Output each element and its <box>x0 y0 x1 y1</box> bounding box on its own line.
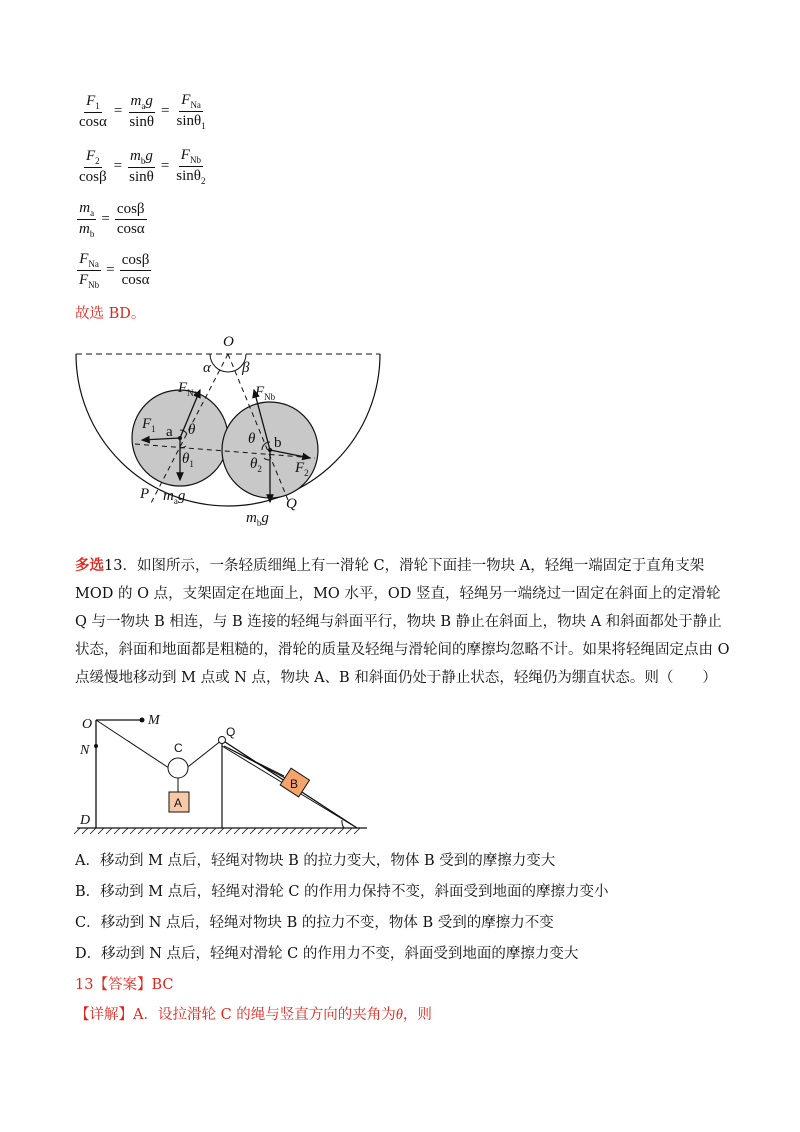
label-o2: O <box>82 717 93 732</box>
label-fna: $F_{Na}$ <box>178 380 198 398</box>
label-o: O <box>223 334 234 350</box>
detail-label: 【详解】 <box>75 1007 133 1023</box>
label-mbg: $m_bg$ <box>246 510 269 528</box>
label-theta1: $\theta_1$ <box>182 451 194 469</box>
previous-answer: 故选 BD。 <box>75 306 146 322</box>
label-beta: β <box>242 360 250 376</box>
label-n: N <box>80 743 90 758</box>
detail-line: 【详解】A．设拉滑轮 C 的绳与竖直方向的夹角为θ，则 <box>75 1007 432 1023</box>
label-alpha: α <box>203 360 211 376</box>
equation-4: $F_{Na}$ $F_{Nb}$ = $\frac{\cos\beta}{\cos\alpha}$ <box>79 251 150 290</box>
answer: 13【答案】BC <box>75 977 174 993</box>
label-q2: Q <box>226 725 236 739</box>
label-block-a: A <box>174 796 183 810</box>
figure-pulley-incline <box>72 710 372 840</box>
label-f1: $F_1$ <box>142 416 156 434</box>
figure-bowl-balls <box>60 330 400 530</box>
label-q: Q <box>286 496 297 512</box>
label-block-b: B <box>290 777 299 791</box>
equation-2: $\frac{F_2}{\cos\beta}$ = $m_bg$ sinθ = $F_{Nb}$ sinθ$_2$ <box>79 147 206 186</box>
option-a: A．移动到 M 点后，轻绳对物块 B 的拉力变大，物体 B 受到的摩擦力变大 <box>75 853 556 869</box>
label-c: C <box>174 741 183 755</box>
label-a: a <box>166 424 173 440</box>
option-b: B．移动到 M 点后，轻绳对滑轮 C 的作用力保持不变，斜面受到地面的摩擦力变小 <box>75 884 609 900</box>
label-mag: $m_ag$ <box>163 488 186 506</box>
option-c: C．移动到 N 点后，轻绳对物块 B 的拉力不变，物体 B 受到的摩擦力不变 <box>75 915 554 931</box>
label-p: P <box>140 486 150 502</box>
equation-3: $\frac{m_a}{m_b}$ = $\frac{\cos\beta}{\cos\alpha}$ <box>79 200 145 239</box>
label-d: D <box>80 813 91 828</box>
question-tag: 多选 <box>75 557 104 574</box>
label-f2: $F_2$ <box>295 460 309 478</box>
label-fnb: $F_{Nb}$ <box>255 384 276 402</box>
label-theta-a: θ <box>188 422 196 438</box>
option-d: D．移动到 N 点后，轻绳对滑轮 C 的作用力不变，斜面受到地面的摩擦力变大 <box>75 946 579 962</box>
equation-1: $\frac{F_1}{\cos\alpha}$ = $m_ag$ sinθ = $F_{Na}$ sinθ$_1$ <box>79 92 206 131</box>
label-theta-b: θ <box>248 431 256 447</box>
label-theta2: $\theta_2$ <box>250 456 262 474</box>
question-text: 多选13．如图所示，一条轻质细绳上有一滑轮 C，滑轮下面挂一物块 A，轻绳一端固定于直角支架 MOD 的 O 点，支架固定在地面上，MO 水平，OD 竖直，轻绳另一端绕过一固定在斜面上的定滑轮 Q 与一物块 B 相连，与 B 连接的轻绳与斜面平行，物块 B 静止在斜面上，物块 A 和斜面都处于静止状态，斜面和地面都是粗糙的，滑轮的质量及轻绳与滑轮间的摩擦均忽略不计。如果将轻绳固定点由 O 点缓慢地移动到 M 点或 N 点，物块 A、B 和斜面仍处于静止状态，轻绳仍为绷直状态。则（ ） <box>75 557 730 686</box>
label-m: M <box>148 713 160 728</box>
label-b: b <box>274 435 282 451</box>
